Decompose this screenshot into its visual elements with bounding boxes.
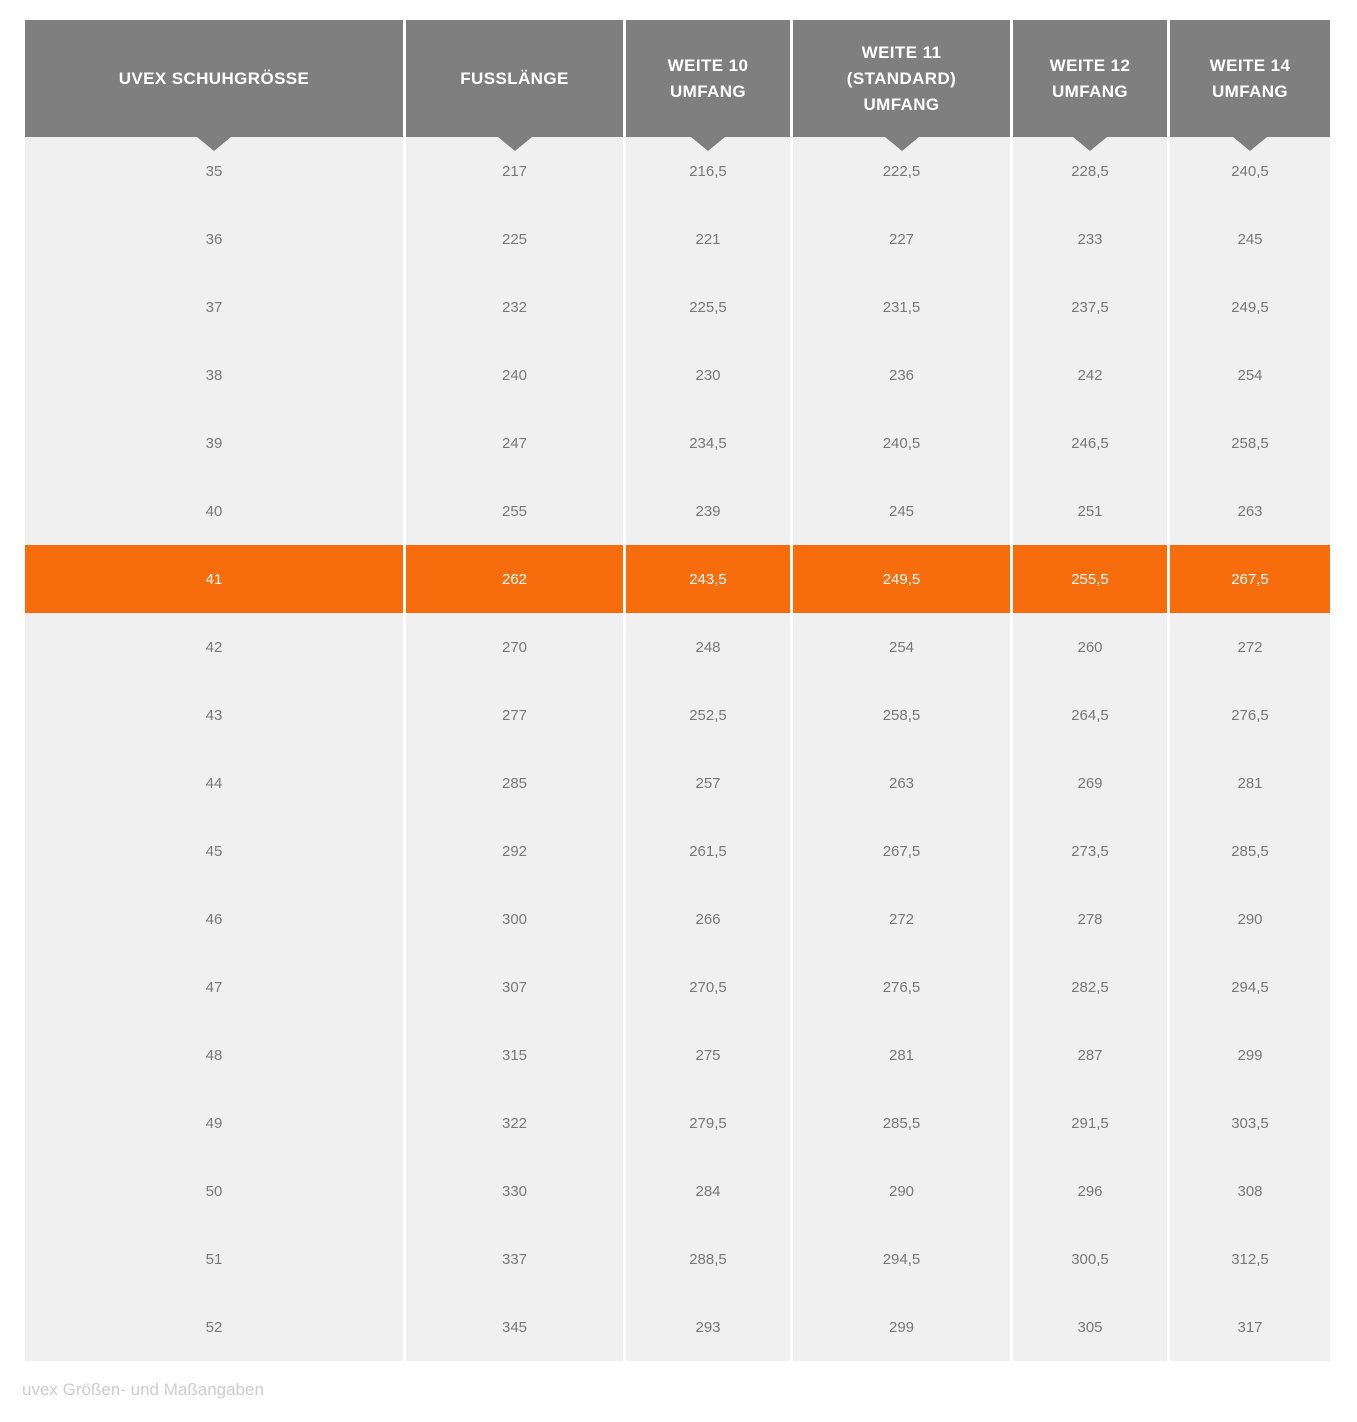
table-cell-weite-10-umfang: 248 (626, 613, 790, 681)
table-cell-fusslaenge: 330 (406, 1157, 623, 1225)
header-pointer-down-icon (691, 137, 725, 151)
table-cell-weite-12-umfang: 228,5 (1013, 137, 1167, 205)
column-header-label: WEITE 14 (1209, 55, 1291, 75)
table-row-size-41-selected[interactable] (25, 545, 1330, 613)
table-row-size-37[interactable] (25, 273, 1330, 341)
table-cell-schuhgroesse: 38 (25, 341, 403, 409)
table-cell-weite-11-standard-umfang: 236 (793, 341, 1010, 409)
table-cell-weite-11-standard-umfang: 254 (793, 613, 1010, 681)
table-cell-weite-10-umfang: 257 (626, 749, 790, 817)
table-cell-weite-12-umfang: 237,5 (1013, 273, 1167, 341)
table-row-size-49[interactable] (25, 1089, 1330, 1157)
table-cell-weite-11-standard-umfang: 276,5 (793, 953, 1010, 1021)
table-cell-weite-11-standard-umfang: 281 (793, 1021, 1010, 1089)
table-cell-weite-11-standard-umfang: 227 (793, 205, 1010, 273)
table-cell-weite-12-umfang: 287 (1013, 1021, 1167, 1089)
table-row-size-42[interactable] (25, 613, 1330, 681)
table-cell-fusslaenge: 277 (406, 681, 623, 749)
table-cell-weite-11-standard-umfang: 299 (793, 1293, 1010, 1361)
table-cell-weite-10-umfang: 293 (626, 1293, 790, 1361)
table-cell-fusslaenge: 255 (406, 477, 623, 545)
table-cell-weite-14-umfang: 308 (1170, 1157, 1330, 1225)
table-cell-weite-11-standard-umfang: 249,5 (793, 545, 1010, 613)
table-cell-weite-10-umfang: 234,5 (626, 409, 790, 477)
table-cell-weite-14-umfang: 317 (1170, 1293, 1330, 1361)
table-cell-fusslaenge: 285 (406, 749, 623, 817)
table-cell-weite-14-umfang: 249,5 (1170, 273, 1330, 341)
column-header-schuhgroesse (25, 20, 403, 137)
table-cell-weite-14-umfang: 285,5 (1170, 817, 1330, 885)
table-cell-schuhgroesse: 37 (25, 273, 403, 341)
table-row-size-40[interactable] (25, 477, 1330, 545)
table-cell-weite-14-umfang: 299 (1170, 1021, 1330, 1089)
table-cell-schuhgroesse: 48 (25, 1021, 403, 1089)
table-cell-weite-14-umfang: 276,5 (1170, 681, 1330, 749)
table-cell-weite-10-umfang: 243,5 (626, 545, 790, 613)
table-cell-weite-11-standard-umfang: 290 (793, 1157, 1010, 1225)
header-pointer-down-icon (197, 137, 231, 151)
table-cell-weite-14-umfang: 245 (1170, 205, 1330, 273)
table-cell-fusslaenge: 240 (406, 341, 623, 409)
column-header-weite-14-umfang (1170, 20, 1330, 137)
size-chart-table (25, 20, 1330, 1361)
table-cell-fusslaenge: 292 (406, 817, 623, 885)
table-row-size-51[interactable] (25, 1225, 1330, 1293)
table-cell-weite-12-umfang: 278 (1013, 885, 1167, 953)
table-cell-weite-12-umfang: 260 (1013, 613, 1167, 681)
table-row-size-44[interactable] (25, 749, 1330, 817)
table-cell-fusslaenge: 322 (406, 1089, 623, 1157)
table-row-size-50[interactable] (25, 1157, 1330, 1225)
table-cell-schuhgroesse: 41 (25, 545, 403, 613)
table-cell-fusslaenge: 217 (406, 137, 623, 205)
table-cell-fusslaenge: 262 (406, 545, 623, 613)
table-cell-weite-14-umfang: 303,5 (1170, 1089, 1330, 1157)
table-caption: uvex Größen- und Maßangaben (22, 1380, 264, 1399)
column-header-weite-11-standard-umfang (793, 20, 1010, 137)
table-cell-weite-10-umfang: 270,5 (626, 953, 790, 1021)
column-header-label: UMFANG (669, 81, 747, 101)
table-cell-weite-14-umfang: 294,5 (1170, 953, 1330, 1021)
table-cell-schuhgroesse: 43 (25, 681, 403, 749)
column-header-label: (STANDARD) (846, 68, 957, 88)
column-header-label: WEITE 11 (861, 42, 942, 62)
table-cell-weite-10-umfang: 266 (626, 885, 790, 953)
table-cell-weite-12-umfang: 269 (1013, 749, 1167, 817)
table-cell-schuhgroesse: 51 (25, 1225, 403, 1293)
column-header-label: UMFANG (1051, 81, 1129, 101)
table-cell-schuhgroesse: 49 (25, 1089, 403, 1157)
table-cell-schuhgroesse: 40 (25, 477, 403, 545)
table-cell-weite-10-umfang: 221 (626, 205, 790, 273)
table-cell-fusslaenge: 247 (406, 409, 623, 477)
column-header-label: UMFANG (863, 94, 940, 114)
table-cell-weite-11-standard-umfang: 258,5 (793, 681, 1010, 749)
table-cell-schuhgroesse: 45 (25, 817, 403, 885)
table-cell-weite-10-umfang: 288,5 (626, 1225, 790, 1293)
table-body (25, 137, 1330, 1361)
table-cell-weite-14-umfang: 272 (1170, 613, 1330, 681)
table-cell-weite-12-umfang: 305 (1013, 1293, 1167, 1361)
table-cell-weite-14-umfang: 312,5 (1170, 1225, 1330, 1293)
table-cell-weite-10-umfang: 225,5 (626, 273, 790, 341)
column-header-label: UMFANG (1211, 81, 1289, 101)
table-cell-weite-10-umfang: 284 (626, 1157, 790, 1225)
table-cell-fusslaenge: 315 (406, 1021, 623, 1089)
header-pointer-down-icon (498, 137, 532, 151)
table-cell-schuhgroesse: 42 (25, 613, 403, 681)
table-cell-weite-10-umfang: 230 (626, 341, 790, 409)
table-cell-weite-11-standard-umfang: 267,5 (793, 817, 1010, 885)
table-cell-weite-12-umfang: 246,5 (1013, 409, 1167, 477)
table-cell-weite-12-umfang: 251 (1013, 477, 1167, 545)
column-header-label: WEITE 10 (667, 55, 749, 75)
table-cell-weite-14-umfang: 254 (1170, 341, 1330, 409)
table-cell-weite-12-umfang: 282,5 (1013, 953, 1167, 1021)
table-row-size-52[interactable] (25, 1293, 1330, 1361)
table-header-row (25, 20, 1330, 137)
table-cell-weite-12-umfang: 296 (1013, 1157, 1167, 1225)
table-cell-weite-14-umfang: 281 (1170, 749, 1330, 817)
table-cell-fusslaenge: 345 (406, 1293, 623, 1361)
table-cell-fusslaenge: 232 (406, 273, 623, 341)
table-cell-weite-11-standard-umfang: 294,5 (793, 1225, 1010, 1293)
header-pointer-down-icon (1073, 137, 1107, 151)
table-row-size-46[interactable] (25, 885, 1330, 953)
table-cell-schuhgroesse: 50 (25, 1157, 403, 1225)
table-cell-weite-12-umfang: 242 (1013, 341, 1167, 409)
column-header-weite-10-umfang (626, 20, 790, 137)
table-cell-weite-12-umfang: 291,5 (1013, 1089, 1167, 1157)
table-cell-weite-10-umfang: 239 (626, 477, 790, 545)
column-header-fusslaenge (406, 20, 623, 137)
table-row-size-38[interactable] (25, 341, 1330, 409)
table-row-size-45[interactable] (25, 817, 1330, 885)
table-cell-schuhgroesse: 44 (25, 749, 403, 817)
table-row-size-47[interactable] (25, 953, 1330, 1021)
table-cell-schuhgroesse: 47 (25, 953, 403, 1021)
table-cell-weite-12-umfang: 300,5 (1013, 1225, 1167, 1293)
table-cell-weite-11-standard-umfang: 240,5 (793, 409, 1010, 477)
table-cell-fusslaenge: 300 (406, 885, 623, 953)
table-cell-schuhgroesse: 36 (25, 205, 403, 273)
table-cell-weite-14-umfang: 258,5 (1170, 409, 1330, 477)
table-cell-weite-12-umfang: 233 (1013, 205, 1167, 273)
table-cell-weite-14-umfang: 267,5 (1170, 545, 1330, 613)
table-cell-weite-12-umfang: 273,5 (1013, 817, 1167, 885)
table-cell-weite-11-standard-umfang: 263 (793, 749, 1010, 817)
table-cell-weite-11-standard-umfang: 272 (793, 885, 1010, 953)
table-cell-weite-10-umfang: 275 (626, 1021, 790, 1089)
table-cell-weite-11-standard-umfang: 285,5 (793, 1089, 1010, 1157)
table-cell-fusslaenge: 337 (406, 1225, 623, 1293)
table-cell-schuhgroesse: 52 (25, 1293, 403, 1361)
table-cell-weite-10-umfang: 216,5 (626, 137, 790, 205)
table-cell-weite-11-standard-umfang: 245 (793, 477, 1010, 545)
column-header-weite-12-umfang (1013, 20, 1167, 137)
table-row-size-43[interactable] (25, 681, 1330, 749)
column-header-label: FUSSLÄNGE (460, 68, 569, 88)
table-cell-weite-11-standard-umfang: 231,5 (793, 273, 1010, 341)
table-cell-schuhgroesse: 39 (25, 409, 403, 477)
table-cell-fusslaenge: 225 (406, 205, 623, 273)
table-row-size-48[interactable] (25, 1021, 1330, 1089)
table-cell-weite-12-umfang: 264,5 (1013, 681, 1167, 749)
table-cell-weite-14-umfang: 290 (1170, 885, 1330, 953)
table-cell-fusslaenge: 270 (406, 613, 623, 681)
table-cell-weite-10-umfang: 252,5 (626, 681, 790, 749)
table-cell-weite-12-umfang: 255,5 (1013, 545, 1167, 613)
table-cell-schuhgroesse: 35 (25, 137, 403, 205)
column-header-label: UVEX SCHUHGRÖSSE (118, 68, 310, 88)
table-cell-schuhgroesse: 46 (25, 885, 403, 953)
table-cell-weite-10-umfang: 261,5 (626, 817, 790, 885)
table-row-size-39[interactable] (25, 409, 1330, 477)
header-pointer-down-icon (1233, 137, 1267, 151)
table-cell-weite-14-umfang: 240,5 (1170, 137, 1330, 205)
table-cell-fusslaenge: 307 (406, 953, 623, 1021)
table-cell-weite-10-umfang: 279,5 (626, 1089, 790, 1157)
table-cell-weite-14-umfang: 263 (1170, 477, 1330, 545)
table-cell-weite-11-standard-umfang: 222,5 (793, 137, 1010, 205)
column-header-label: WEITE 12 (1049, 55, 1131, 75)
table-row-size-36[interactable] (25, 205, 1330, 273)
header-pointer-down-icon (885, 137, 919, 151)
